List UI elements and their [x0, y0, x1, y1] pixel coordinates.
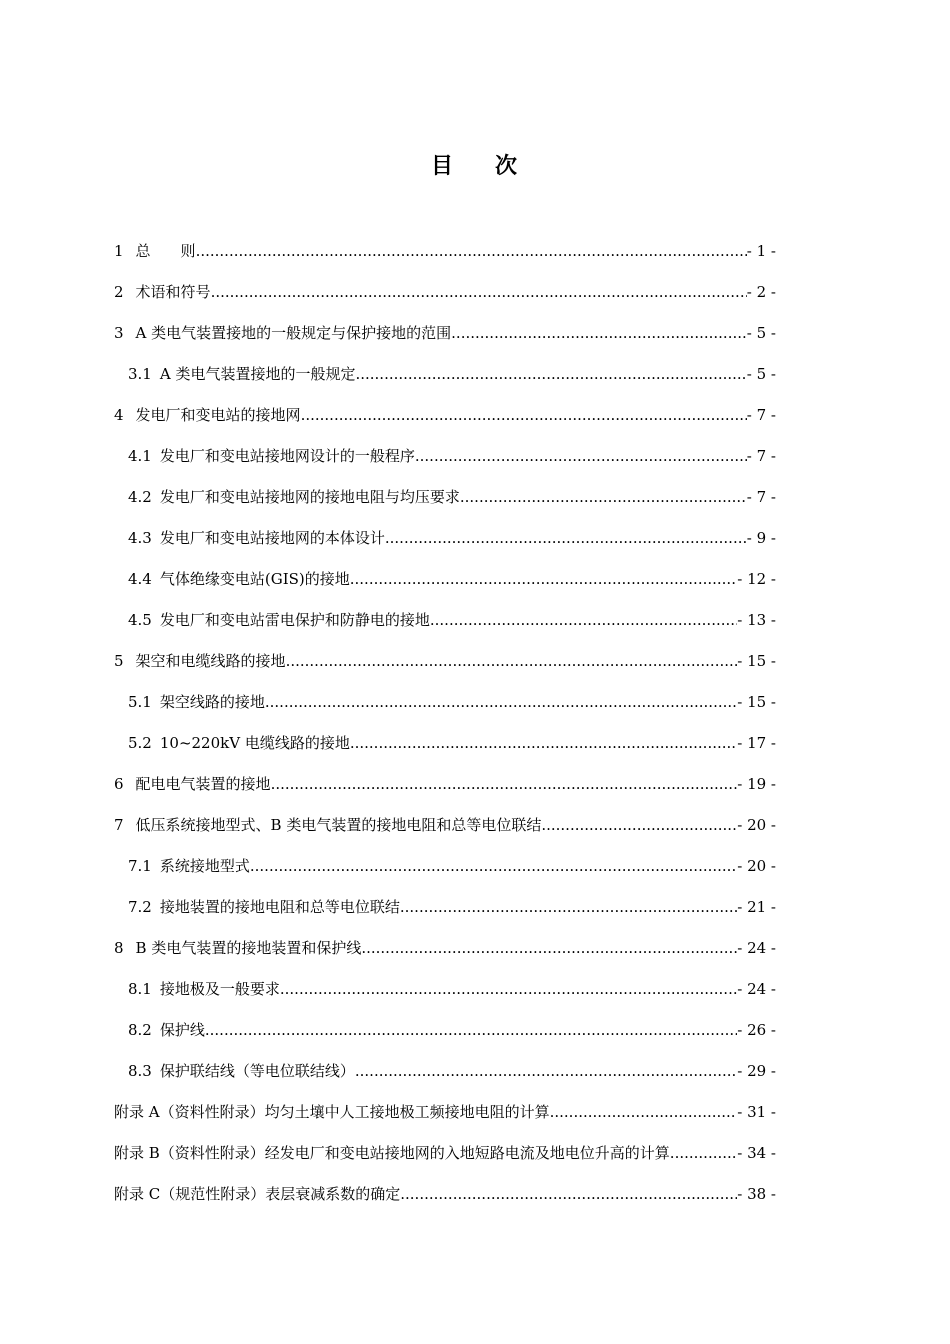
toc-entry-page: - 15 - [737, 652, 776, 670]
toc-entry-title: 架空和电缆线路的接地 [135, 652, 286, 670]
toc-entry-page: - 17 - [737, 734, 776, 752]
toc-entry[interactable] [114, 1019, 776, 1060]
toc-entry-title: 架空线路的接地 [159, 693, 265, 711]
toc-entry[interactable] [114, 527, 776, 568]
toc-entry-number: 8.1 [128, 980, 152, 998]
toc-entry-page: - 7 - [746, 488, 776, 506]
toc-entry[interactable] [114, 445, 776, 486]
toc-dot-leader [301, 404, 747, 426]
toc-entry-page: - 2 - [746, 283, 776, 301]
toc-entry-title: 保护线 [159, 1021, 205, 1039]
page-title-left: 目 [430, 152, 455, 179]
toc-dot-leader [355, 1060, 737, 1082]
toc-entry-page: - 7 - [746, 406, 776, 424]
toc-dot-leader [400, 1183, 737, 1205]
toc-entry-number: 4.4 [128, 570, 152, 588]
toc-dot-leader [541, 814, 737, 836]
toc-entry[interactable] [114, 486, 776, 527]
toc-dot-leader [400, 896, 737, 918]
toc-entry-page: - 12 - [737, 570, 776, 588]
toc-dot-leader [361, 937, 737, 959]
toc-entry-title: 低压系统接地型式、B 类电气装置的接地电阻和总等电位联结 [135, 816, 542, 834]
toc-entry-number: 6 [114, 775, 124, 793]
toc-entry-title: A 类电气装置接地的一般规定与保护接地的范围 [135, 324, 452, 342]
toc-entry[interactable] [114, 937, 776, 978]
toc-dot-leader [355, 363, 746, 385]
toc-dot-leader [265, 691, 737, 713]
toc-entry-number: 5.1 [128, 693, 152, 711]
toc-entry-number: 8.3 [128, 1062, 152, 1080]
toc-entry[interactable] [114, 773, 776, 814]
toc-dot-leader [550, 1101, 738, 1123]
toc-dot-leader [385, 527, 747, 549]
toc-entry-page: - 38 - [737, 1185, 776, 1203]
toc-dot-leader [196, 240, 747, 262]
toc-entry-number: 3.1 [128, 365, 152, 383]
toc-entry-page: - 21 - [737, 898, 776, 916]
toc-entry-title: 附录 B（资料性附录）经发电厂和变电站接地网的入地短路电流及地电位升高的计算 [114, 1144, 670, 1162]
toc-dot-leader [211, 281, 747, 303]
toc-entry[interactable] [114, 404, 776, 445]
toc-dot-leader [415, 445, 747, 467]
toc-entry-title: 保护联结线（等电位联结线） [159, 1062, 355, 1080]
toc-entry-number: 8 [114, 939, 124, 957]
toc-entry[interactable] [114, 1183, 776, 1224]
toc-dot-leader [430, 609, 737, 631]
toc-entry-page: - 15 - [737, 693, 776, 711]
toc-entry-title: 附录 C（规范性附录）表层衰减系数的确定 [114, 1185, 401, 1203]
page-title-right: 次 [495, 152, 520, 179]
toc-entry-number: 4.2 [128, 488, 152, 506]
toc-entry-page: - 9 - [746, 529, 776, 547]
toc-entry-title: 术语和符号 [135, 283, 211, 301]
toc-entry[interactable] [114, 650, 776, 691]
toc-entry-title: A 类电气装置接地的一般规定 [159, 365, 356, 383]
toc-entry[interactable] [114, 1060, 776, 1101]
toc-dot-leader [280, 978, 737, 1000]
toc-dot-leader [286, 650, 738, 672]
toc-entry[interactable] [114, 568, 776, 609]
table-of-contents [114, 240, 776, 1224]
toc-entry-page: - 20 - [737, 857, 776, 875]
toc-entry[interactable] [114, 978, 776, 1019]
toc-entry-number: 2 [114, 283, 124, 301]
toc-entry-title: B 类电气装置的接地装置和保护线 [135, 939, 362, 957]
toc-entry-title: 发电厂和变电站的接地网 [135, 406, 301, 424]
toc-entry-page: - 5 - [746, 324, 776, 342]
toc-entry-page: - 24 - [737, 980, 776, 998]
toc-entry-page: - 13 - [737, 611, 776, 629]
toc-dot-leader [451, 322, 747, 344]
toc-entry-title: 气体绝缘变电站(GIS)的接地 [159, 570, 350, 588]
toc-entry-number: 4.1 [128, 447, 152, 465]
toc-entry-page: - 5 - [746, 365, 776, 383]
toc-entry-page: - 29 - [737, 1062, 776, 1080]
toc-entry-page: - 20 - [737, 816, 776, 834]
toc-entry-title: 发电厂和变电站接地网的接地电阻与均压要求 [159, 488, 460, 506]
toc-entry-number: 3 [114, 324, 124, 342]
toc-entry-number: 4.3 [128, 529, 152, 547]
toc-entry-page: - 1 - [746, 242, 776, 260]
toc-dot-leader [250, 855, 737, 877]
toc-entry-number: 1 [114, 242, 124, 260]
toc-entry-title: 发电厂和变电站接地网的本体设计 [159, 529, 385, 547]
toc-entry-title: 系统接地型式 [159, 857, 250, 875]
toc-entry-number: 8.2 [128, 1021, 152, 1039]
toc-entry-page: - 24 - [737, 939, 776, 957]
toc-entry-number: 4.5 [128, 611, 152, 629]
toc-entry[interactable] [114, 896, 776, 937]
toc-dot-leader [460, 486, 747, 508]
toc-entry[interactable] [114, 814, 776, 855]
toc-entry-title: 附录 A（资料性附录）均匀土壤中人工接地极工频接地电阻的计算 [114, 1103, 550, 1121]
toc-dot-leader [350, 568, 737, 590]
toc-entry[interactable] [114, 855, 776, 896]
toc-entry-number: 4 [114, 406, 124, 424]
toc-entry[interactable] [114, 609, 776, 650]
toc-dot-leader [271, 773, 738, 795]
toc-entry-page: - 7 - [746, 447, 776, 465]
toc-entry-title: 10~220kV 电缆线路的接地 [159, 734, 350, 752]
toc-entry[interactable] [114, 281, 776, 322]
toc-entry-number: 5.2 [128, 734, 152, 752]
toc-entry[interactable] [114, 363, 776, 404]
toc-entry-title: 接地装置的接地电阻和总等电位联结 [159, 898, 400, 916]
toc-entry-page: - 31 - [737, 1103, 776, 1121]
toc-entry-title: 总 则 [135, 242, 196, 260]
toc-entry-title: 配电电气装置的接地 [135, 775, 271, 793]
toc-entry-page: - 34 - [737, 1144, 776, 1162]
toc-entry-page: - 26 - [737, 1021, 776, 1039]
toc-entry-number: 5 [114, 652, 124, 670]
toc-entry[interactable] [114, 732, 776, 773]
toc-entry[interactable] [114, 240, 776, 281]
toc-entry[interactable] [114, 691, 776, 732]
toc-entry-number: 7 [114, 816, 124, 834]
toc-dot-leader [670, 1142, 737, 1164]
toc-entry-title: 发电厂和变电站接地网设计的一般程序 [159, 447, 415, 465]
toc-entry-number: 7.2 [128, 898, 152, 916]
toc-entry-page: - 19 - [737, 775, 776, 793]
toc-dot-leader [205, 1019, 737, 1041]
toc-entry-title: 发电厂和变电站雷电保护和防静电的接地 [159, 611, 430, 629]
toc-entry-title: 接地极及一般要求 [159, 980, 280, 998]
toc-entry-number: 7.1 [128, 857, 152, 875]
toc-entry[interactable] [114, 322, 776, 363]
toc-entry[interactable] [114, 1142, 776, 1183]
toc-entry[interactable] [114, 1101, 776, 1142]
page-title [0, 149, 950, 180]
toc-dot-leader [350, 732, 737, 754]
